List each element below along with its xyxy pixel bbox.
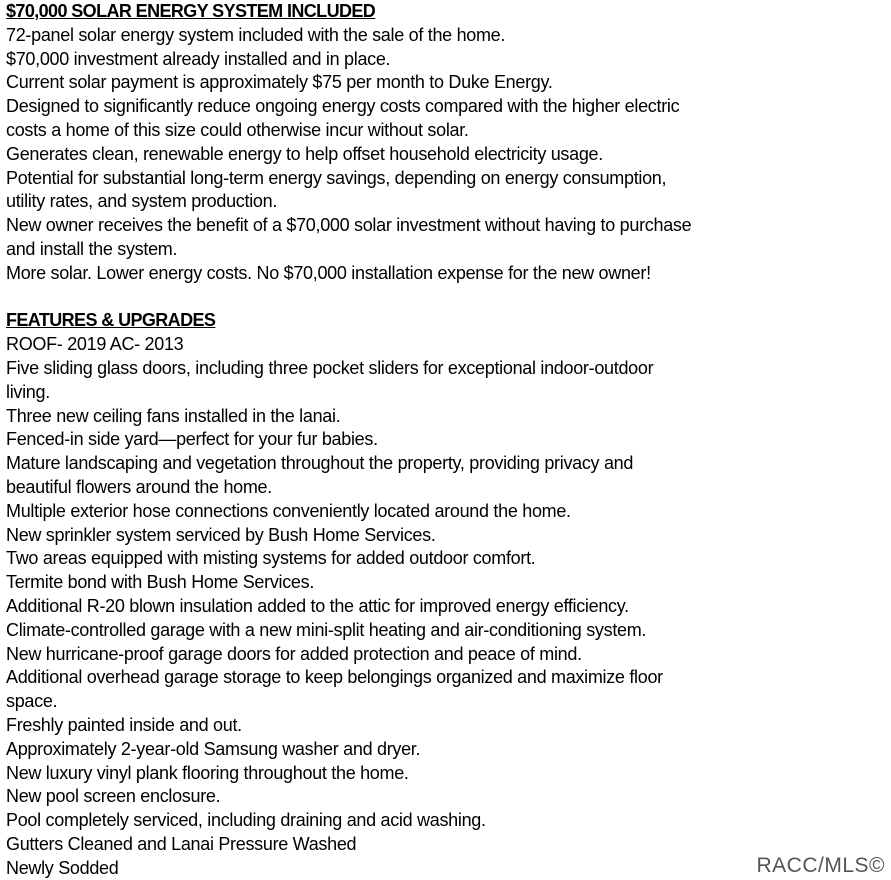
solar-line: Potential for substantial long-term energy savings, depending on energy consumption, [6, 167, 667, 188]
feature-line: Freshly painted inside and out. [6, 714, 242, 735]
section-spacer [6, 286, 886, 310]
solar-line: Designed to significantly reduce ongoing energy costs compared with the higher electric [6, 96, 680, 117]
solar-line: costs a home of this size could otherwise incur without solar. [6, 119, 469, 140]
feature-line: Gutters Cleaned and Lanai Pressure Washed [6, 833, 357, 854]
feature-line: ROOF- 2019 AC- 2013 [6, 334, 184, 355]
solar-line: Current solar payment is approximately $75 per month to Duke Energy. [6, 72, 553, 93]
feature-line: New sprinkler system serviced by Bush Home Services. [6, 524, 436, 545]
solar-line: Generates clean, renewable energy to help offset household electricity usage. [6, 143, 603, 164]
feature-line: Five sliding glass doors, including three pocket sliders for exceptional indoor-outdoor [6, 357, 654, 378]
feature-line: Two areas equipped with misting systems for added outdoor comfort. [6, 548, 536, 569]
solar-section-heading: $70,000 SOLAR ENERGY SYSTEM INCLUDED [6, 1, 376, 21]
feature-line: Pool completely serviced, including draining and acid washing. [6, 810, 486, 831]
feature-line: Three new ceiling fans installed in the lanai. [6, 405, 341, 426]
feature-line: space. [6, 691, 58, 712]
feature-line: Climate-controlled garage with a new mini-split heating and air-conditioning system. [6, 619, 647, 640]
feature-line: Mature landscaping and vegetation throughout the property, providing privacy and [6, 453, 634, 474]
solar-line: $70,000 investment already installed and in place. [6, 48, 391, 69]
solar-line: and install the system. [6, 238, 178, 259]
listing-document [6, 0, 886, 880]
feature-line: Multiple exterior hose connections conveniently located around the home. [6, 500, 571, 521]
feature-line: New pool screen enclosure. [6, 786, 221, 807]
solar-line: utility rates, and system production. [6, 191, 278, 212]
feature-line: living. [6, 381, 50, 402]
features-section-body [6, 333, 886, 880]
solar-section-body [6, 24, 886, 286]
feature-line: New hurricane-proof garage doors for added protection and peace of mind. [6, 643, 582, 664]
feature-line: Additional overhead garage storage to keep belongings organized and maximize floor [6, 667, 663, 688]
feature-line: Additional R-20 blown insulation added to the attic for improved energy efficiency. [6, 595, 629, 616]
solar-line: 72-panel solar energy system included with the sale of the home. [6, 24, 506, 45]
solar-line: More solar. Lower energy costs. No $70,000 installation expense for the new owner! [6, 262, 651, 283]
mls-watermark: RACC/MLS© [756, 854, 885, 877]
feature-line: Approximately 2-year-old Samsung washer and dryer. [6, 738, 421, 759]
feature-line: New luxury vinyl plank flooring throughout the home. [6, 762, 409, 783]
feature-line: Fenced-in side yard—perfect for your fur babies. [6, 429, 378, 450]
feature-line: Newly Sodded [6, 857, 119, 878]
solar-line: New owner receives the benefit of a $70,000 solar investment without having to purchase [6, 215, 692, 236]
feature-line: beautiful flowers around the home. [6, 476, 272, 497]
features-section-heading: FEATURES & UPGRADES [6, 310, 216, 331]
feature-line: Termite bond with Bush Home Services. [6, 572, 315, 593]
